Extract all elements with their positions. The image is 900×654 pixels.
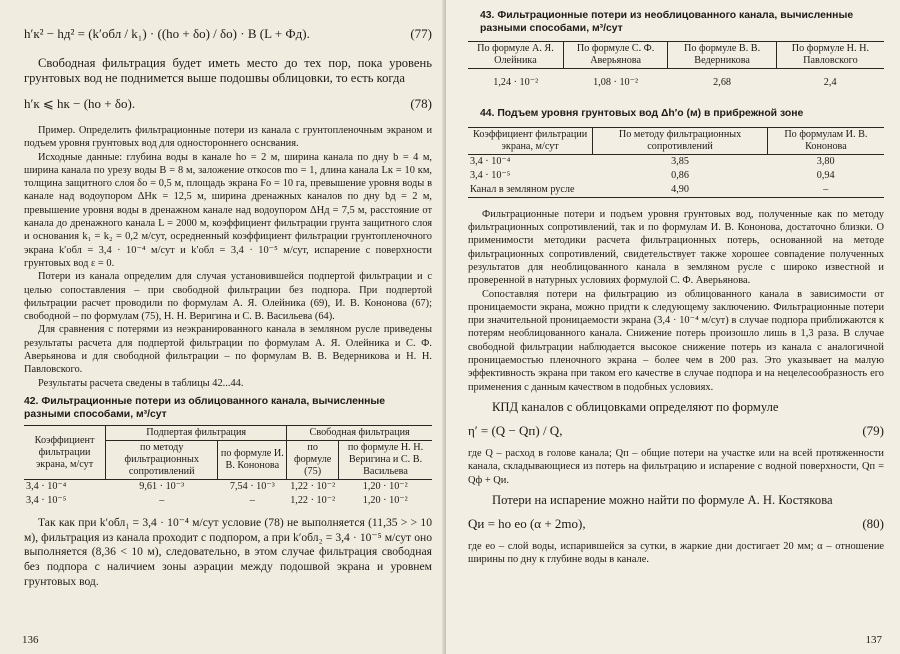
table-cell: 9,61 · 10⁻³ xyxy=(139,481,185,493)
table-cell: 2,4 xyxy=(823,77,837,89)
paragraph-free-filtration: Свободная фильтрация будет иметь место до тех пор, пока уровень грунтовых вод не поднимется выше подошвы облицовки, то есть когда xyxy=(24,56,432,85)
equation-79-formula: η′ = (Q − Qп) / Q, xyxy=(468,422,563,438)
table-cell: 3,85 xyxy=(671,155,689,167)
table-43-title: 43. Фильтрационные потери из необлицованного канала, вычисленные разными способами, м³/сут xyxy=(480,10,854,34)
equation-79 xyxy=(468,423,884,439)
table-42-header-supported: Подпертая фильтрация xyxy=(106,426,287,441)
table-cell: 4,90 xyxy=(593,183,768,198)
page-right xyxy=(446,0,900,654)
table-42-header-formula75: по формуле (75) xyxy=(287,441,339,480)
equation-80-number: (80) xyxy=(862,515,884,531)
table-row xyxy=(468,183,884,198)
table-row xyxy=(468,169,884,183)
table-cell: 1,22 · 10⁻² xyxy=(290,481,336,493)
table-cell: 7,54 · 10⁻³ xyxy=(229,481,275,493)
table-cell: – xyxy=(159,495,165,507)
paragraph-comparison: Сопоставляя потери на фильтрацию из облицованного канала в зависимости от проницаемости экрана, можно придти к следующему заключению. Фильтрационные потери при значительной проницаемости экрана (3,4 · 10⁻⁴ м/сут) в случае подпора приближаются к потерям необлицованного канала. Снижение потерь произошло лишь в 1,3 раза. В случае свободной фильтрации наблюдается высокое снижение потерь из канала с аналогичной проницаемостью пленочного экрана – более чем в 200 раз. Это указывает на малую эффективность экрана при таком его качестве в случае подпора и на нецелесообразность его применения с данным качеством в подобных условиях. xyxy=(468,288,884,393)
page-number-left: 136 xyxy=(22,634,39,646)
equation-77-number: (77) xyxy=(410,26,432,41)
example-results-note: Результаты расчета сведены в таблицы 42...44. xyxy=(38,377,244,389)
table-43-header-oleinik: По формуле А. Я. Олейника xyxy=(468,42,563,69)
table-row xyxy=(468,154,884,169)
example-input-data: Исходные данные: глубина воды в канале hо = 2 м, ширина канала по дну b = 4 м, ширина канала по урезу воды B = 8 м, заложение откосов mо = 1, длина канала Lк = 10 км, толщина защитного слоя δо = 0,5 м, площадь экрана Fо = 10 га, превышение уровня воды в канале над водоупором ΔHк = 12,5 м, ширина дренажных каналов по дну bд = 2 м, превышение уровня воды в дренажном канале над водоупором ΔHд = 7,5 м, расстояние от канала до дренажного канала L = 2000 м, коэффициент фильтрации грунта защитного слоя и основания k₁ = k₂ = 0,2 м/сут, осредненный коэффициент фильтрации грунтопленочного экрана k′обл = 3,4 · 10⁻⁴ м/сут и k′обл = 3,4 · 10⁻⁵ м/сут, испарение с поверхности грунтовых вод ε = 0. xyxy=(24,151,432,269)
equation-80-formula: Qи = hо eо (α + 2mо), xyxy=(468,515,586,531)
equation-78-number: (78) xyxy=(410,96,432,111)
table-42-header-free: Свободная фильтрация xyxy=(287,426,432,441)
table-row xyxy=(24,494,432,508)
equation-77-formula: h′к² − hд² = (k′обл / k₁) · ((hо + δо) / δо) · B (L + Фд). xyxy=(24,26,310,41)
table-44-header-coef: Коэффициент фильтрации экрана, м/сут xyxy=(468,127,593,154)
table-42 xyxy=(24,425,432,508)
table-cell: 3,4 · 10⁻⁵ xyxy=(26,495,67,507)
example-intro: Пример. Определить фильтрационные потери из канала с грунтопленочным экраном и подъем уровня грунтовых вод для одностороннего оснсвания. xyxy=(24,125,432,150)
example-method: Потери из канала определим для случая установившейся подпертой фильтрации и с целью сопоставления – при свободной фильтрации без подпора. При подпертой фильтрации расчет проводили по формулам А. Я. Олейника (69), И. В. Кононова (67); свободной – по формулам (75), Н. Н. Веригина и С. В. Васильева (64). xyxy=(24,271,432,323)
table-cell: 3,4 · 10⁻⁴ xyxy=(26,481,67,493)
table-cell: 2,68 xyxy=(713,77,731,89)
equation-78 xyxy=(24,96,432,112)
table-cell: 3,80 xyxy=(816,155,835,167)
table-44-header-resistance: По методу фильтрационных сопротивлений xyxy=(593,127,768,154)
equation-80 xyxy=(468,516,884,532)
table-44 xyxy=(468,127,884,198)
equation-78-formula: h′к ⩽ hк − (hо + δо). xyxy=(24,96,136,111)
table-43-header-pavlovsky: По формуле Н. Н. Павловского xyxy=(776,42,884,69)
table-cell: 3,4 · 10⁻⁵ xyxy=(470,169,511,181)
table-cell: 3,4 · 10⁻⁴ xyxy=(470,155,511,167)
table-42-title: 42. Фильтрационные потери из облицованного канала, вычисленные разными способами, м³/сут xyxy=(24,395,386,420)
paragraph-evaporation: Потери на испарение можно найти по формуле А. Н. Костякова xyxy=(492,492,833,507)
table-cell: – xyxy=(767,183,884,198)
equation-79-number: (79) xyxy=(862,422,884,438)
paragraph-agreement: Фильтрационные потери и подъем уровня грунтовых вод, полученные как по методу фильтрационных сопротивлений, так и по формулам И. В. Кононова, достаточно близки. О применимости методики расчета фильтрационных потерь, основанной на методе фильтрационных сопротивлений, свидетельствует также хорошее совпадение полученных результатов для необлицованного канала в земляном русле с широко известной и проверенной в натурных условиях формулой С. Ф. Аверьянова. xyxy=(468,208,884,287)
paragraph-where-q: где Q – расход в голове канала; Qп – общие потери на участке или на всей протяженности канала, складывающиеся из потерь на фильтрацию и испарение с водной поверхности, Qп = Qф + Qи. xyxy=(468,447,884,486)
page-number-right: 137 xyxy=(865,634,882,646)
table-cell: 0,94 xyxy=(816,169,835,181)
table-43-header-vedernikov: По формуле В. В. Ведерникова xyxy=(668,42,777,69)
paragraph-where-e: где eо – слой воды, испарившейся за сутки, в жаркие дни достигает 20 мм; α – отношение ширины по дну к глубине воды в канале. xyxy=(468,540,884,566)
example-comparison: Для сравнения с потерями из неэкранированного канала в земляном русле приведены результаты расчета для подпертой фильтрации по формулам А. Я. Олейника и С. Ф. Аверьянова и для свободной фильтрации – по формулам В. В. Ведерникова и Н. Н. Павловского. xyxy=(24,324,432,376)
table-cell: – xyxy=(249,495,255,507)
table-44-header-kononov: По формулам И. В. Кононова xyxy=(767,127,884,154)
table-row xyxy=(468,69,884,91)
table-cell: 1,20 · 10⁻² xyxy=(362,495,408,507)
table-42-header-coef: Коэффициент фильтрации экрана, м/сут xyxy=(24,426,106,480)
table-cell: 1,08 · 10⁻² xyxy=(593,77,639,89)
table-42-header-kononov: по формуле И. В. Кононова xyxy=(218,441,287,480)
table-44-title: 44. Подъем уровня грунтовых вод Δh′о (м) в прибрежной зоне xyxy=(480,108,804,120)
table-cell: Канал в земляном русле xyxy=(468,183,593,198)
table-cell: 0,86 xyxy=(671,169,689,181)
page-left xyxy=(0,0,446,654)
table-43-header-averyanov: По формуле С. Ф. Аверьянова xyxy=(563,42,667,69)
table-cell: 1,22 · 10⁻² xyxy=(290,495,336,507)
paragraph-efficiency: КПД каналов с облицовками определяют по формуле xyxy=(492,399,779,414)
equation-77 xyxy=(24,26,432,42)
table-42-header-verigin: по формуле Н. Н. Веригина и С. В. Васильева xyxy=(339,441,432,480)
table-cell: 1,24 · 10⁻² xyxy=(493,77,539,89)
table-42-header-resistance: по методу фильтрационных сопротивлений xyxy=(106,441,218,480)
table-cell: 1,20 · 10⁻² xyxy=(362,481,408,493)
paragraph-conclusion: Так как при k′обл₁ = 3,4 · 10⁻⁴ м/сут условие (78) не выполняется (11,35 > > 10 м), фильтрация из канала проходит с подпором, а при k′обл₂ = 3,4 · 10⁻⁵ м/сут оно выполняется (8,36 < 10 м), следовательно, в этом случае фильтрация свободная без подпора с наличием зоны аэрации между подошвой экрана и уровнем грунтовых вод. xyxy=(24,516,432,588)
table-row xyxy=(24,480,432,495)
table-43 xyxy=(468,41,884,90)
